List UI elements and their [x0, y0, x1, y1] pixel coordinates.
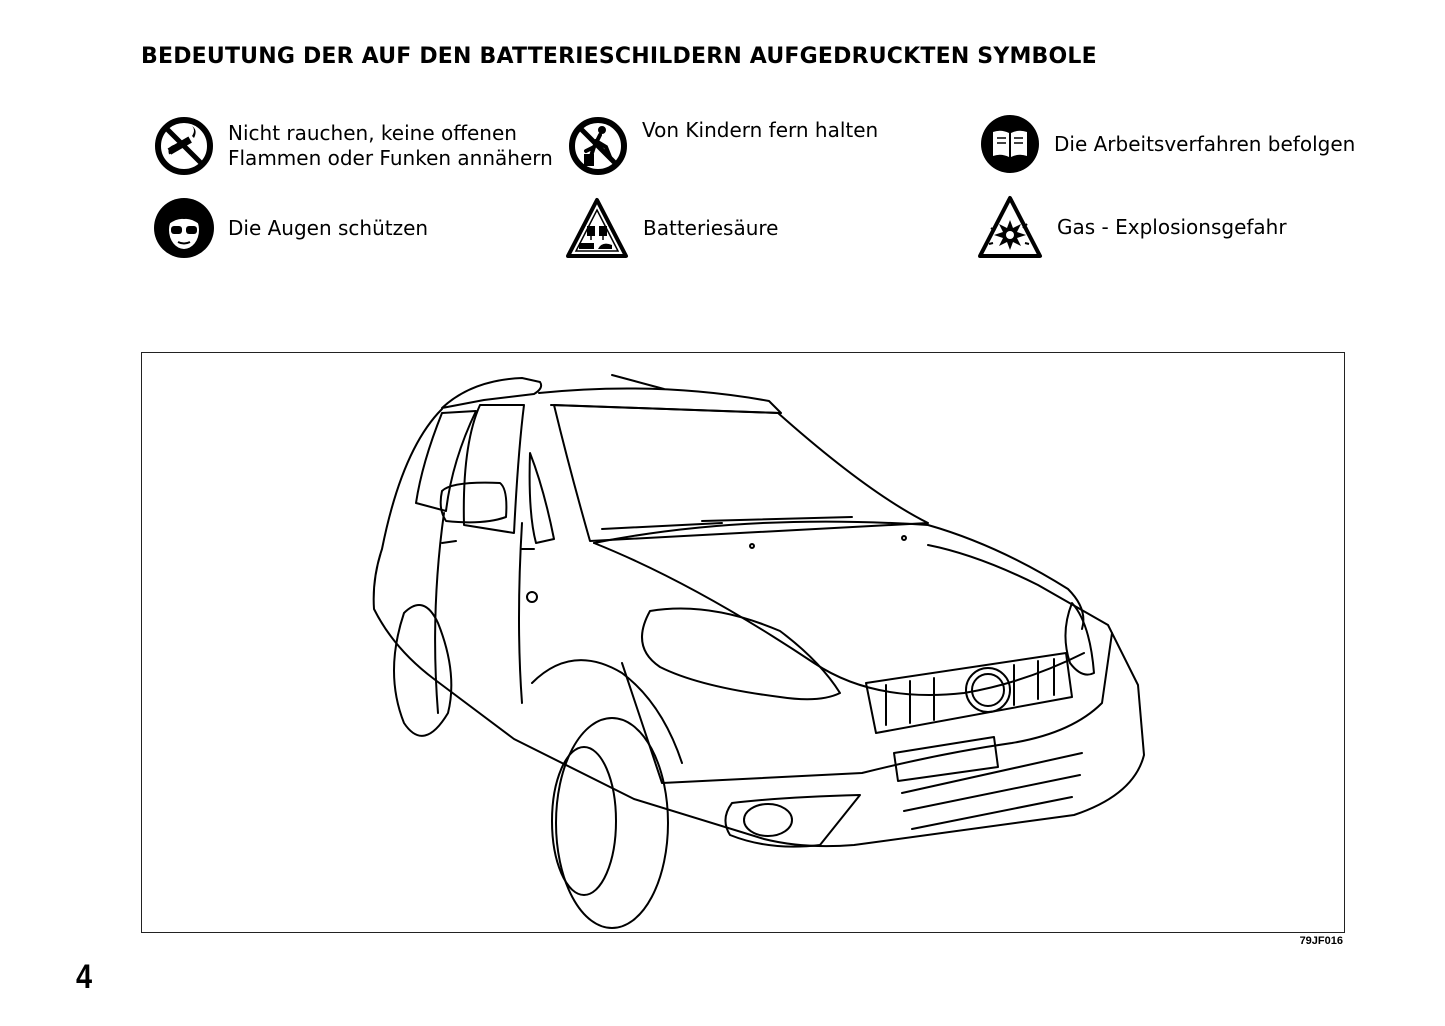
- page-heading: BEDEUTUNG DER AUF DEN BATTERIESCHILDERN AUFGEDRUCKTEN SYMBOLE: [141, 44, 1097, 69]
- symbol-label: Die Augen schützen: [228, 215, 429, 240]
- symbol-label: Batteriesäure: [643, 215, 779, 240]
- keep-away-children-icon: [568, 116, 628, 176]
- page-number: 4: [76, 958, 93, 996]
- car-illustration: [142, 353, 1344, 932]
- symbol-no-smoking: [154, 116, 553, 176]
- symbol-explosion: [977, 194, 1287, 260]
- symbol-corrosive: [565, 196, 779, 260]
- corrosive-icon: [565, 196, 629, 260]
- explosion-icon: [977, 194, 1043, 260]
- figure-code: 79JF016: [1299, 935, 1343, 947]
- symbol-label: Die Arbeitsverfahren befolgen: [1054, 131, 1356, 156]
- symbol-label: Von Kindern fern halten: [642, 118, 879, 142]
- eye-protection-icon: [154, 198, 214, 258]
- symbol-label: Nicht rauchen, keine offenen Flammen oder Funken annähern: [228, 121, 553, 170]
- read-manual-icon: [980, 114, 1040, 174]
- symbol-keep-away-children: [568, 116, 878, 176]
- no-smoking-icon: [154, 116, 214, 176]
- illustration-frame: [141, 352, 1345, 933]
- symbol-eye-protection: [154, 198, 428, 258]
- symbol-read-manual: [980, 114, 1355, 174]
- symbol-label: Gas - Explosionsgefahr: [1057, 214, 1287, 239]
